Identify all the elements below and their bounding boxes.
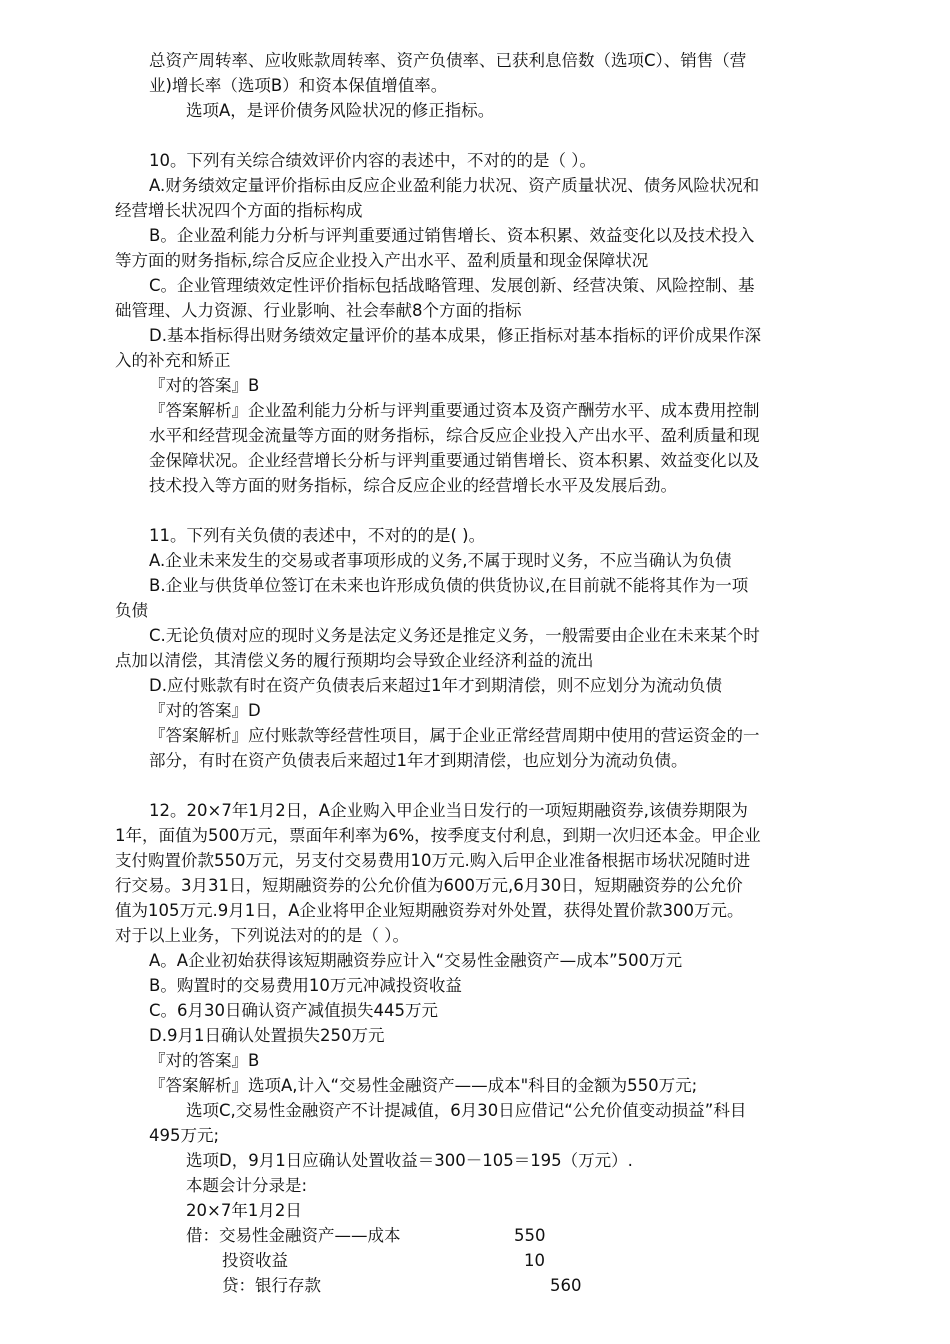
- q12-option-a: A。A企业初始获得该短期融资券应计入“交易性金融资产—成本”500万元: [149, 951, 683, 970]
- journal-entry-debit-amount: 550: [514, 1226, 546, 1245]
- q10-option-c-line-1: C。企业管理绩效定性评价指标包括战略管理、发展创新、经营决策、风险控制、基: [149, 276, 755, 295]
- q11-answer: 『对的答案』D: [149, 701, 261, 720]
- q12-explanation-line-3: 495万元;: [149, 1126, 220, 1145]
- q12-explanation-line-1: 『答案解析』选项A,计入“交易性金融资产——成本"科目的金额为550万元;: [149, 1076, 698, 1095]
- q11-option-a-line-1: A.企业未来发生的交易或者事项形成的义务,不属于现时义务，不应当确认为负债: [149, 551, 732, 570]
- journal-entry-credit-label: 贷：银行存款: [222, 1276, 321, 1295]
- q10-explanation-line-4: 技术投入等方面的财务指标，综合反应企业的经营增长水平及发展后劲。: [149, 476, 677, 495]
- q12-explanation-line-2: 选项C,交易性金融资产不计提减值，6月30日应借记“公允价值变动损益”科目: [186, 1101, 747, 1120]
- journal-entry-debit-label: 借：交易性金融资产——成本: [186, 1226, 401, 1245]
- intro-line-1: 总资产周转率、应收账款周转率、资产负债率、已获利息倍数（选项C）、销售（营: [149, 51, 747, 70]
- q12-stem-line-3: 支付购置价款550万元，另支付交易费用10万元.购入后甲企业准备根据市场状况随时进: [115, 851, 751, 870]
- q10-explanation-line-1: 『答案解析』企业盈利能力分析与评判重要通过资本及资产酬劳水平、成本费用控制: [149, 401, 760, 420]
- q10-explanation-line-3: 金保障状况。企业经营增长分析与评判重要通过销售增长、资本积累、效益变化以及: [149, 451, 760, 470]
- journal-entry-debit-amount: 10: [524, 1251, 545, 1270]
- q11-option-b-line-1: B.企业与供货单位签订在未来也许形成负债的供货协议,在目前就不能将其作为一项: [149, 576, 749, 595]
- q10-stem: 10。下列有关综合绩效评价内容的表述中，不对的的是（ ）。: [149, 151, 596, 170]
- q12-stem-line-2: 1年，面值为500万元，票面年利率为6%，按季度支付利息，到期一次归还本金。甲企业: [115, 826, 761, 845]
- q10-option-c-line-2: 础管理、人力资源、行业影响、社会奉献8个方面的指标: [115, 301, 522, 320]
- q12-stem-line-4: 行交易。3月31日，短期融资券的公允价值为600万元,6月30日，短期融资券的公允价: [115, 876, 743, 895]
- q12-option-b: B。购置时的交易费用10万元冲减投资收益: [149, 976, 462, 995]
- q11-option-c-line-2: 点加以清偿，其清偿义务的履行预期均会导致企业经济利益的流出: [115, 651, 594, 670]
- q11-option-c-line-1: C.无论负债对应的现时义务是法定义务还是推定义务，一般需要由企业在未来某个时: [149, 626, 760, 645]
- q12-explanation-line-6: 20×7年1月2日: [186, 1201, 302, 1220]
- q11-option-d-line-1: D.应付账款有时在资产负债表后来超过1年才到期清偿，则不应划分为流动负债: [149, 676, 722, 695]
- q12-explanation-line-4: 选项D，9月1日应确认处置收益＝300－105＝195（万元）.: [186, 1151, 633, 1170]
- q10-option-d-line-1: D.基本指标得出财务绩效定量评价的基本成果，修正指标对基本指标的评价成果作深: [149, 326, 761, 345]
- q10-option-b-line-2: 等方面的财务指标,综合反应企业投入产出水平、盈利质量和现金保障状况: [115, 251, 649, 270]
- intro-line-3: 选项A，是评价债务风险状况的修正指标。: [186, 101, 495, 120]
- q12-stem-line-5: 值为105万元.9月1日，A企业将甲企业短期融资券对外处置，获得处置价款300万元。: [115, 901, 744, 920]
- q12-stem-line-1: 12。20×7年1月2日，A企业购入甲企业当日发行的一项短期融资券,该债券期限为: [149, 801, 748, 820]
- q11-explanation-line-2: 部分，有时在资产负债表后来超过1年才到期清偿，也应划分为流动负债。: [149, 751, 688, 770]
- q12-answer: 『对的答案』B: [149, 1051, 260, 1070]
- q10-option-a-line-1: A.财务绩效定量评价指标由反应企业盈利能力状况、资产质量状况、债务风险状况和: [149, 176, 760, 195]
- q10-option-b-line-1: B。企业盈利能力分析与评判重要通过销售增长、资本积累、效益变化以及技术投入: [149, 226, 755, 245]
- q10-answer: 『对的答案』B: [149, 376, 260, 395]
- q10-option-a-line-2: 经营增长状况四个方面的指标构成: [115, 201, 363, 220]
- intro-line-2: 业)增长率（选项B）和资本保值增值率。: [149, 76, 448, 95]
- q11-stem: 11。下列有关负债的表述中，不对的的是( )。: [149, 526, 486, 545]
- q10-option-d-line-2: 入的补充和矫正: [115, 351, 231, 370]
- journal-entry-debit-label: 投资收益: [222, 1251, 288, 1270]
- q10-explanation-line-2: 水平和经营现金流量等方面的财务指标，综合反应企业投入产出水平、盈利质量和现: [149, 426, 760, 445]
- journal-entry-credit-amount: 560: [550, 1276, 582, 1295]
- q12-stem-line-6: 对于以上业务，下列说法对的的是（ ）。: [115, 926, 409, 945]
- q12-option-d: D.9月1日确认处置损失250万元: [149, 1026, 385, 1045]
- q11-explanation-line-1: 『答案解析』应付账款等经营性项目，属于企业正常经营周期中使用的营运资金的一: [149, 726, 760, 745]
- q12-option-c: C。6月30日确认资产减值损失445万元: [149, 1001, 439, 1020]
- q12-explanation-line-5: 本题会计分录是:: [186, 1176, 308, 1195]
- q11-option-b-line-2: 负债: [115, 601, 148, 620]
